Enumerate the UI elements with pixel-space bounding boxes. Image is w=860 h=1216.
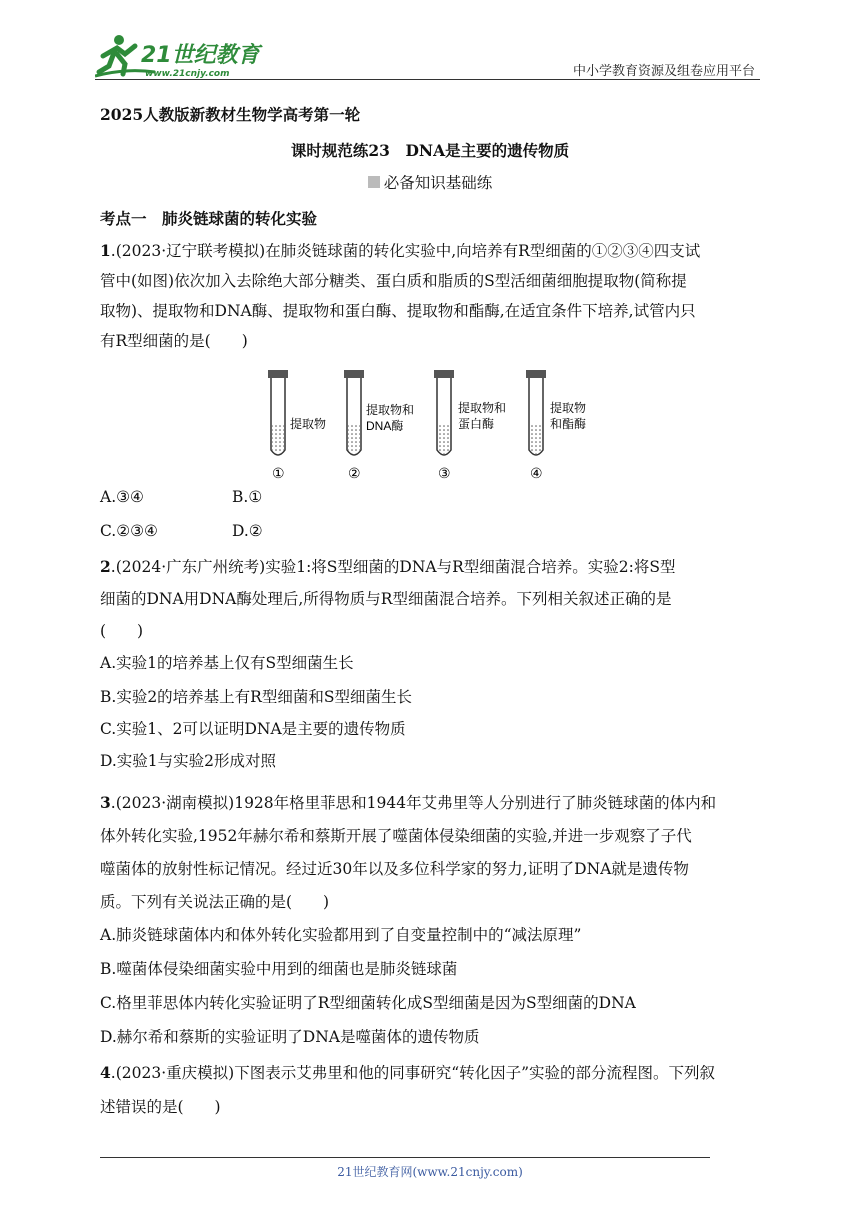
option-a: A.肺炎链球菌体内和体外转化实验都用到了自变量控制中的“减法原理” bbox=[100, 926, 582, 944]
option-d: D.赫尔希和蔡斯的实验证明了DNA是噬菌体的遗传物质 bbox=[100, 1028, 480, 1046]
tube-label: DNA酶 bbox=[366, 419, 404, 433]
option-b: B.噬菌体侵染细菌实验中用到的细菌也是肺炎链球菌 bbox=[100, 960, 458, 978]
option-a: A.实验1的培养基上仅有S型细菌生长 bbox=[100, 654, 354, 672]
section-icon bbox=[368, 176, 380, 188]
header-tagline: 中小学教育资源及组卷应用平台 bbox=[572, 64, 755, 79]
option-b: B.① bbox=[232, 488, 263, 506]
question-line: 有R型细菌的是( ) bbox=[100, 332, 248, 350]
question-line: 述错误的是( ) bbox=[100, 1098, 221, 1116]
tube-4 bbox=[526, 370, 586, 482]
option-c: C.格里菲思体内转化实验证明了R型细菌转化成S型细菌是因为S型细菌的DNA bbox=[100, 994, 636, 1012]
question-2 bbox=[100, 552, 760, 778]
tube-1 bbox=[268, 370, 326, 482]
section-label-text: 必备知识基础练 bbox=[383, 174, 493, 192]
header-divider bbox=[95, 79, 760, 80]
tube-number: ① bbox=[272, 466, 285, 482]
tube-label: 蛋白酶 bbox=[458, 417, 495, 431]
series-title: 2025人教版新教材生物学高考第一轮 bbox=[100, 105, 361, 124]
tube-label: 提取物和 bbox=[458, 401, 507, 415]
question-1 bbox=[100, 236, 760, 356]
logo-text: 21世纪教育 bbox=[141, 43, 260, 68]
page-title: 课时规范练23 DNA是主要的遗传物质 bbox=[290, 141, 570, 160]
question-line: 细菌的DNA用DNA酶处理后,所得物质与R型细菌混合培养。下列相关叙述正确的是 bbox=[100, 590, 672, 608]
footer-link[interactable]: 21世纪教育网(www.21cnjy.com) bbox=[337, 1165, 523, 1179]
option-a: A.③④ bbox=[100, 488, 144, 506]
logo-url: www.21cnjy.com bbox=[145, 69, 230, 79]
question-line: 质。下列有关说法正确的是( ) bbox=[100, 893, 330, 911]
option-b: B.实验2的培养基上有R型细菌和S型细菌生长 bbox=[100, 688, 412, 706]
question-line: 取物)、提取物和DNA酶、提取物和蛋白酶、提取物和酯酶,在适宜条件下培养,试管内只 bbox=[100, 302, 696, 320]
question-line: 4.(2023·重庆模拟)下图表示艾弗里和他的同事研究“转化因子”实验的部分流程图。下列叙 bbox=[100, 1063, 716, 1082]
option-d: D.实验1与实验2形成对照 bbox=[100, 752, 277, 770]
question-line: 3.(2023·湖南模拟)1928年格里菲思和1944年艾弗里等人分别进行了肺炎链球菌的体内和 bbox=[100, 793, 717, 812]
option-c: C.②③④ bbox=[100, 522, 158, 540]
section-label bbox=[0, 168, 860, 198]
question-line: 体外转化实验,1952年赫尔希和蔡斯开展了噬菌体侵染细菌的实验,并进一步观察了子代 bbox=[100, 827, 692, 845]
option-d: D.② bbox=[232, 522, 263, 540]
tube-number: ③ bbox=[438, 466, 451, 482]
logo bbox=[95, 32, 265, 82]
tube-label: 和酯酶 bbox=[550, 417, 587, 431]
test-tube-figure bbox=[262, 368, 602, 486]
question-line: 噬菌体的放射性标记情况。经过近30年以及多位科学家的努力,证明了DNA就是遗传物 bbox=[100, 860, 689, 878]
question-3 bbox=[100, 788, 760, 1056]
tube-number: ④ bbox=[530, 466, 543, 482]
option-c: C.实验1、2可以证明DNA是主要的遗传物质 bbox=[100, 720, 406, 738]
question-line: 1.(2023·辽宁联考模拟)在肺炎链球菌的转化实验中,向培养有R型细菌的①②③④四支试 bbox=[100, 241, 701, 260]
question-line: 管中(如图)依次加入去除绝大部分糖类、蛋白质和脂质的S型活细菌细胞提取物(简称提 bbox=[100, 272, 687, 290]
topic-heading: 考点一 肺炎链球菌的转化实验 bbox=[100, 209, 318, 228]
tube-2 bbox=[344, 370, 414, 482]
tube-3 bbox=[434, 370, 506, 482]
tube-label: 提取物 bbox=[550, 401, 587, 415]
question-line: 2.(2024·广东广州统考)实验1:将S型细菌的DNA与R型细菌混合培养。实验2:将S型 bbox=[100, 557, 676, 576]
question-4 bbox=[100, 1058, 760, 1126]
tube-label: 提取物和 bbox=[366, 403, 415, 417]
tube-number: ② bbox=[348, 466, 361, 482]
tube-label: 提取物 bbox=[290, 417, 327, 431]
question-line: ( ) bbox=[100, 622, 144, 640]
footer-divider bbox=[100, 1157, 710, 1158]
